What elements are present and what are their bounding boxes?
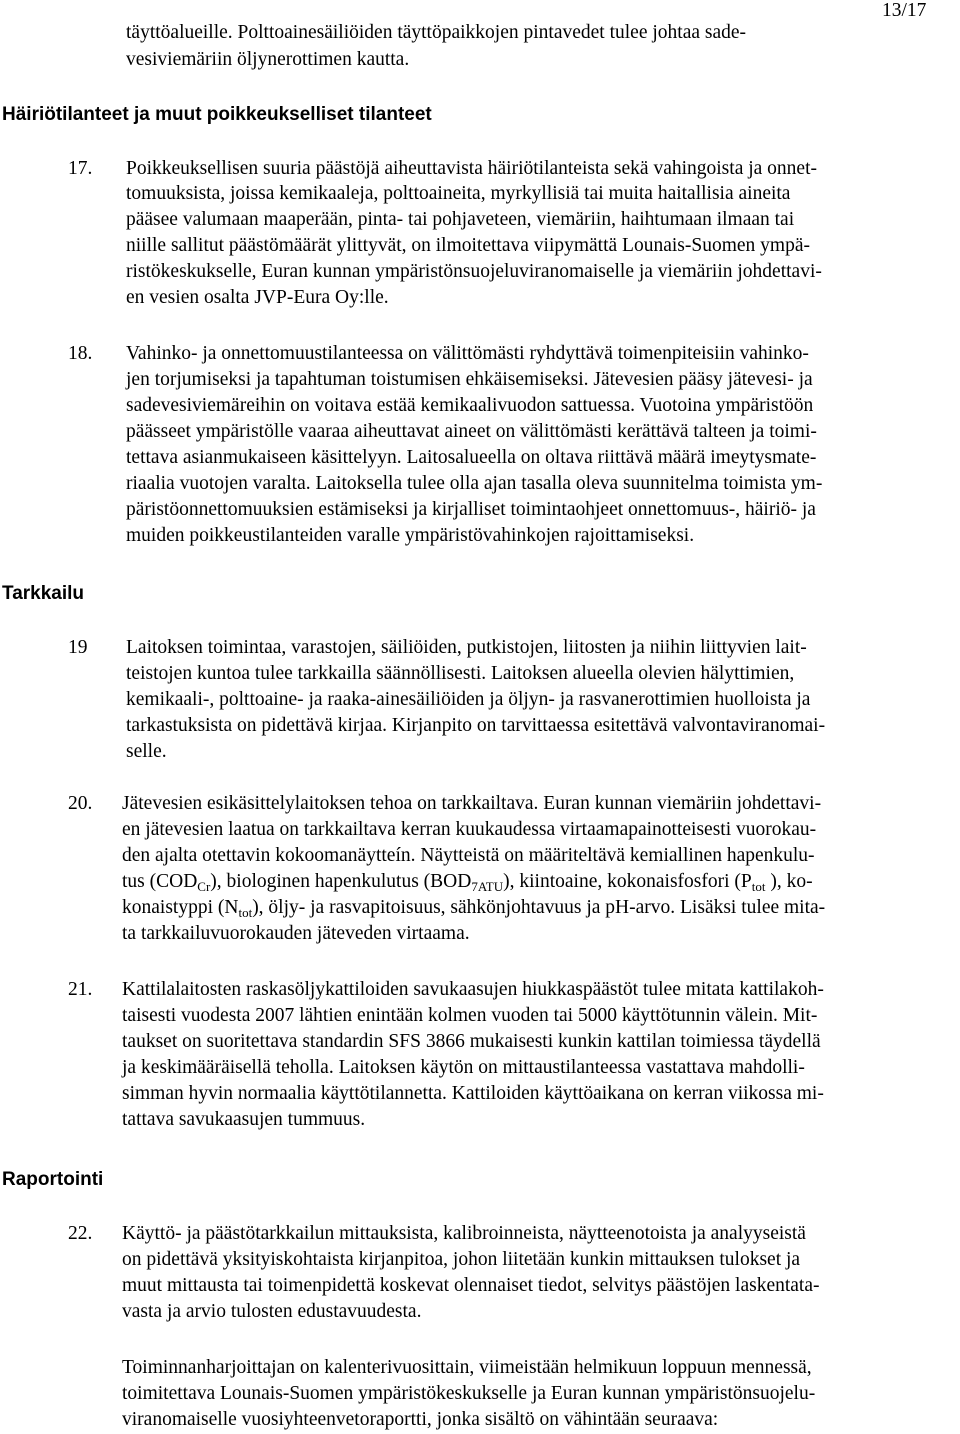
- item-number: 21.: [68, 979, 93, 1000]
- text-line: Vahinko- ja onnettomuustilanteessa on välittömästi ryhdyttävä toimenpiteisiin vahinko-: [126, 343, 809, 364]
- text-run: ), öljy- ja rasvapitoisuus, sähkönjohtavuus ja pH-arvo. Lisäksi tulee mita-: [252, 897, 826, 918]
- text-line: viranomaiselle vuosiyhteenvetoraportti, jonka sisältö on vähintään seuraava:: [122, 1409, 719, 1430]
- text-line: Toiminnanharjoittajan on kalenterivuosittain, viimeistään helmikuun loppuun mennessä,: [122, 1357, 812, 1378]
- section-heading-hairiotilanteet: Häiriötilanteet ja muut poikkeukselliset tilanteet: [2, 104, 432, 125]
- text-line: Laitoksen toimintaa, varastojen, säiliöiden, putkistojen, liitosten ja niihin liittyvien lait-: [126, 637, 807, 658]
- text-line: vasta ja arvio tulosten edustavuudesta.: [122, 1301, 422, 1322]
- text-line: selle.: [126, 741, 167, 762]
- text-line: riaalia vuotojen varalta. Laitoksella tulee olla ajan tasalla oleva suunnitelma toimista ym-: [126, 473, 823, 494]
- text-line: simman hyvin normaalia käyttötilannetta. Kattiloiden käyttöaikana on kerran viikossa mi-: [122, 1083, 824, 1104]
- text-line: tomuuksista, joissa kemikaaleja, polttoaineita, myrkyllisiä tai muita haitallisia aineita: [126, 183, 791, 204]
- text-line: päässeet ympäristölle vaaraa aiheuttavat aineet on välittömästi kerättävä talteen ja toimi-: [126, 421, 817, 442]
- item-number: 18.: [68, 343, 93, 364]
- section-heading-raportointi: Raportointi: [2, 1169, 104, 1190]
- text-line: en jätevesien laatua on tarkkailtava kerran kuukaudessa virtaamapainotteisesti vuorokau-: [122, 819, 817, 840]
- text-line: sadevesiviemäreihin on voitava estää kemikaalivuodon sattuessa. Vuotoina ympäristöön: [126, 395, 814, 416]
- text-line: niille sallitut päästömäärät ylittyvät, on ilmoitettava viipymättä Lounais-Suomen ympä-: [126, 235, 810, 256]
- item-number: 19: [68, 637, 88, 658]
- page-number: 13/17: [882, 0, 927, 21]
- intro-line: vesiviemäriin öljynerottimen kautta.: [126, 49, 410, 70]
- text-line: ristökeskukselle, Euran kunnan ympäristönsuojeluviranomaiselle ja viemäriin johdettavi-: [126, 261, 822, 282]
- text-line: [122, 896, 825, 920]
- text-run: tus (COD: [122, 871, 198, 892]
- text-line: tettava asianmukaiseen käsittelyyn. Laitosalueella on oltava riittävä määrä imeytysmate-: [126, 447, 817, 468]
- item-number: 17.: [68, 158, 93, 179]
- text-line: en vesien osalta JVP-Eura Oy:lle.: [126, 287, 389, 308]
- text-run: ), kiintoaine, kokonaisfosfori (P: [503, 871, 752, 892]
- item-number: 20.: [68, 793, 93, 814]
- text-run: ), ko-: [765, 871, 813, 892]
- subscript: 7ATU: [471, 879, 504, 894]
- text-line: ja keskimääräisellä teholla. Laitoksen käytön on mittaustilanteessa vastattava mahdolli-: [122, 1057, 805, 1078]
- text-line: Poikkeuksellisen suuria päästöjä aiheuttavista häiriötilanteista sekä vahingoista ja onnet-: [126, 158, 817, 179]
- text-line: on pidettävä yksityiskohtaista kirjanpitoa, johon liitetään kunkin mittauksen tulokset ja: [122, 1249, 801, 1270]
- text-line: muiden poikkeustilanteiden varalle ympäristövahinkojen rajoittamiseksi.: [126, 525, 695, 546]
- intro-line: täyttöalueille. Polttoainesäiliöiden täyttöpaikkojen pintavedet tulee johtaa sade-: [126, 22, 747, 43]
- text-line: Jätevesien esikäsittelylaitoksen tehoa on tarkkailtava. Euran kunnan viemäriin johdettavi-: [122, 793, 822, 814]
- item-number: 22.: [68, 1223, 93, 1244]
- subscript: tot: [238, 905, 253, 920]
- subscript: Cr: [197, 879, 211, 894]
- text-line: tattava savukaasujen tummuus.: [122, 1109, 366, 1130]
- text-line: Kattilalaitosten raskasöljykattiloiden savukaasujen hiukkaspäästöt tulee mitata kattilakoh-: [122, 979, 824, 1000]
- text-line: taukset on suoritettava standardin SFS 3866 mukaisesti kunkin kattilan toimiessa täydellä: [122, 1031, 821, 1052]
- text-line: tarkastuksista on pidettävä kirjaa. Kirjanpito on tarvittaessa esitettävä valvontaviranomai-: [126, 715, 826, 736]
- text-line: pääsee valumaan maaperään, pinta- tai pohjaveteen, viemäriin, haihtumaan ilmaan tai: [126, 209, 795, 230]
- text-line: Käyttö- ja päästötarkkailun mittauksista, kalibroinneista, näytteenotoista ja analyyseistä: [122, 1223, 806, 1244]
- text-run: konaistyppi (N: [122, 897, 239, 918]
- text-run: ), biologinen hapenkulutus (BOD: [210, 871, 472, 892]
- text-line: toimitettava Lounais-Suomen ympäristökeskukselle ja Euran kunnan ympäristönsuojelu-: [122, 1383, 816, 1404]
- text-line: [122, 870, 813, 894]
- text-line: muut mittausta tai toimenpidettä koskevat olennaiset tiedot, selvitys päästöjen laskentata-: [122, 1275, 820, 1296]
- section-heading-tarkkailu: Tarkkailu: [2, 583, 85, 604]
- subscript: tot: [751, 879, 766, 894]
- text-line: taisesti vuodesta 2007 lähtien enintään kolmen vuoden tai 5000 käyttötunnin välein. Mit-: [122, 1005, 818, 1026]
- text-line: ta tarkkailuvuorokauden jäteveden virtaama.: [122, 923, 470, 944]
- text-line: teistojen kuntoa tulee tarkkailla säännöllisesti. Laitoksen alueella olevien hälyttimien,: [126, 663, 795, 684]
- text-line: jen torjumiseksi ja tapahtuman toistumisen ehkäisemiseksi. Jätevesien pääsy jätevesi- ja: [126, 369, 813, 390]
- text-line: päristöonnettomuuksien estämiseksi ja kirjalliset toimintaohjeet onnettomuus-, häiriö- ja: [126, 499, 816, 520]
- text-line: den ajalta otettavin kokoomanäytteín. Näytteistä on määriteltävä kemiallinen hapenkulu-: [122, 845, 815, 866]
- text-line: kemikaali-, polttoaine- ja raaka-ainesäiliöiden ja öljyn- ja rasvanerottimien huolloista ja: [126, 689, 811, 710]
